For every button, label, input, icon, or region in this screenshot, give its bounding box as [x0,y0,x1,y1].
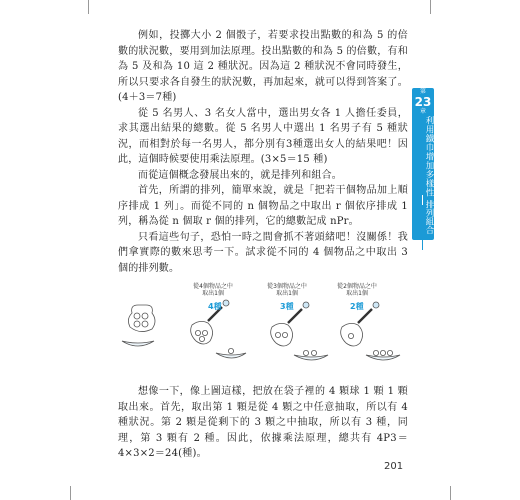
page-number: 201 [384,461,404,472]
chapter-badge [412,88,434,114]
paragraph-concept: 而從這個概念發展出來的，就是排列和組合。 [138,169,342,181]
paragraph-try-example: 只看這些句子，恐怕一時之間會抓不著頭緒吧！沒關係！我們拿實際的數來思考一下。試求從不同的 4 個物品之中取出 3 個的排列數。 [118,231,408,274]
chapter-title: 利用鐵巾增加多樣性 [424,116,434,197]
crop-mark [88,0,89,14]
crop-mark [450,486,451,500]
count-stage-1: 4種 [208,302,222,311]
caption-stage-3: 從2個物品之中取出1個 [337,283,377,297]
chapter-label: 第 [419,88,426,95]
caption-stage-2: 從3個物品之中取出1個 [267,283,307,297]
chapter-subtitle: 排列組合 [424,200,434,234]
paragraph-committee-example: 從 5 名男人、3 名女人當中，選出男女各 1 人擔任委員，求其選出結果的總數。從 5 名男人中選出 1 名男子有 5 種狀況，而相對於每一名男人，都分別有3種選出女人的結果吧！因此，這個時候要使用乘法原理。(3×5＝15 種) [118,107,408,165]
body-text-upper [118,28,408,276]
count-stage-3: 2種 [350,302,364,311]
crop-mark [430,0,431,14]
chapter-number: 23 [414,95,432,109]
bag-four-balls [122,305,155,346]
caption-stage-1: 從4個物品之中取出1個 [193,283,233,297]
paragraph-dice-example: 例如，投擲大小 2 個骰子，若要求投出點數的和為 5 的倍數的狀況數，要用到加法原理。投出點數的和為 5 的倍數，有和為 5 及和為 10 這 2 種狀況。因為這 2 種狀況不會同時發生，所以只要求各自發生的狀況數，再加起來，就可以得到答案了。(4＋3＝7種) [118,30,408,103]
paragraph-permutation-definition: 首先，所謂的排列，簡單來說，就是「把若干個物品加上順序排成 1 列」。而從不同的 n 個物品之中取出 r 個依序排成 1 列，稱為從 n 個取 r 個的排列，它的總數記成 nPr。 [118,185,408,227]
count-stage-2: 3種 [280,302,294,311]
permutation-illustration [118,283,408,375]
paragraph-explanation: 想像一下，像上圖這樣，把放在袋子裡的 4 顆球 1 顆 1 顆取出來。首先，取出第 1 顆是從 4 顆之中任意抽取，所以有 4 種狀況。第 2 顆是從剩下的 3 顆之中抽取，所以有 3 種，同理，第 3 顆有 2 種。因此，依據乘法原理，總共有 4P3＝4×3×2＝24(種)。 [118,386,408,459]
tab-tail-line [422,240,423,250]
body-text-lower [118,384,408,462]
chapter-suffix: 章 [419,108,426,115]
crop-mark [70,486,71,500]
chapter-tab [412,88,434,240]
